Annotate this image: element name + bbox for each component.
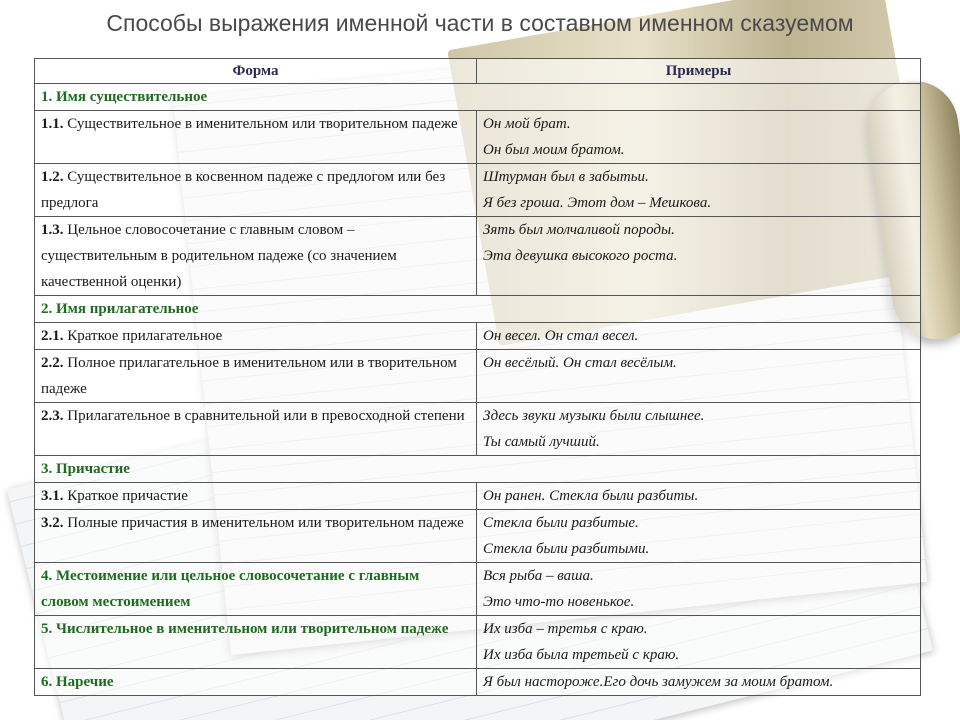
page-title: Способы выражения именной части в составном именном сказуемом [106, 10, 854, 36]
form-cell [35, 323, 477, 350]
example-sentence: Он ранен. Стекла были разбиты. [483, 488, 699, 504]
examples-cell [477, 616, 921, 669]
table-row [35, 510, 921, 563]
examples-cell [477, 563, 921, 616]
form-text: Цельное словосочетание с главным словом – существительным в родительном падеже (со значением качественной оценки) [41, 222, 397, 290]
example-sentence: Штурман был в забытьи. [483, 169, 649, 185]
example-sentence: Он весёлый. Он стал весёлым. [483, 355, 677, 371]
examples-cell [477, 164, 921, 217]
section-heading: 2. Имя прилагательное [35, 296, 921, 323]
form-text: Прилагательное в сравнительной или в превосходной степени [67, 408, 465, 424]
examples-cell [477, 669, 921, 696]
section-heading: 3. Причастие [35, 456, 921, 483]
form-cell [35, 669, 477, 696]
section-heading: 4. Местоимение или цельное словосочетание с главным словом местоимением [41, 568, 420, 610]
example-sentence: Я без гроша. Этот дом – Мешкова. [483, 195, 712, 211]
table-row [35, 217, 921, 296]
item-number: 2.3. [41, 408, 64, 424]
table-header-row [35, 59, 921, 84]
example-sentence: Я был настороже.Его дочь замужем за моим братом. [483, 674, 834, 690]
section-heading: 5. Числительное в именительном или творительном падеже [41, 621, 449, 637]
form-cell [35, 111, 477, 164]
table-row [35, 669, 921, 696]
example-sentence: Он мой брат. [483, 116, 571, 132]
examples-cell [477, 483, 921, 510]
example-sentence: Их изба была третьей с краю. [483, 647, 680, 663]
table-row [35, 111, 921, 164]
example-sentence: Стекла были разбитые. [483, 515, 639, 531]
table-row [35, 616, 921, 669]
form-text: Краткое прилагательное [67, 328, 223, 344]
example-sentence: Он был моим братом. [483, 142, 625, 158]
form-cell [35, 217, 477, 296]
form-cell [35, 403, 477, 456]
form-cell [35, 563, 477, 616]
table-row [35, 563, 921, 616]
table-row [35, 403, 921, 456]
item-number: 1.1. [41, 116, 64, 132]
item-number: 3.2. [41, 515, 64, 531]
form-text: Существительное в косвенном падеже с предлогом или без предлога [41, 169, 446, 211]
form-cell [35, 164, 477, 217]
table-row [35, 483, 921, 510]
example-sentence: Он весел. Он стал весел. [483, 328, 639, 344]
section-heading: 6. Наречие [41, 674, 114, 690]
form-cell [35, 483, 477, 510]
table-row [35, 323, 921, 350]
table-row [35, 350, 921, 403]
examples-cell [477, 510, 921, 563]
grammar-table [34, 58, 921, 696]
example-sentence: Вся рыба – ваша. [483, 568, 594, 584]
example-sentence: Зять был молчаливой породы. [483, 222, 675, 238]
column-header-examples: Примеры [477, 59, 921, 84]
form-text: Полное прилагательное в именительном или в творительном падеже [41, 355, 457, 397]
example-sentence: Эта девушка высокого роста. [483, 248, 678, 264]
table-section-row [35, 296, 921, 323]
form-text: Полные причастия в именительном или творительном падеже [67, 515, 464, 531]
example-sentence: Их изба – третья с краю. [483, 621, 648, 637]
form-cell [35, 510, 477, 563]
section-heading: 1. Имя существительное [35, 84, 921, 111]
table-section-row [35, 84, 921, 111]
item-number: 1.2. [41, 169, 64, 185]
column-header-form: Форма [35, 59, 477, 84]
item-number: 3.1. [41, 488, 64, 504]
examples-cell [477, 323, 921, 350]
examples-cell [477, 111, 921, 164]
examples-cell [477, 350, 921, 403]
examples-cell [477, 217, 921, 296]
table-row [35, 164, 921, 217]
example-sentence: Это что-то новенькое. [483, 594, 635, 610]
item-number: 1.3. [41, 222, 64, 238]
item-number: 2.1. [41, 328, 64, 344]
example-sentence: Стекла были разбитыми. [483, 541, 650, 557]
example-sentence: Здесь звуки музыки были слышнее. [483, 408, 705, 424]
example-sentence: Ты самый лучший. [483, 434, 600, 450]
item-number: 2.2. [41, 355, 64, 371]
form-text: Существительное в именительном или творительном падеже [67, 116, 458, 132]
form-cell [35, 616, 477, 669]
form-cell [35, 350, 477, 403]
examples-cell [477, 403, 921, 456]
table-section-row [35, 456, 921, 483]
form-text: Краткое причастие [67, 488, 188, 504]
table-body [35, 84, 921, 696]
